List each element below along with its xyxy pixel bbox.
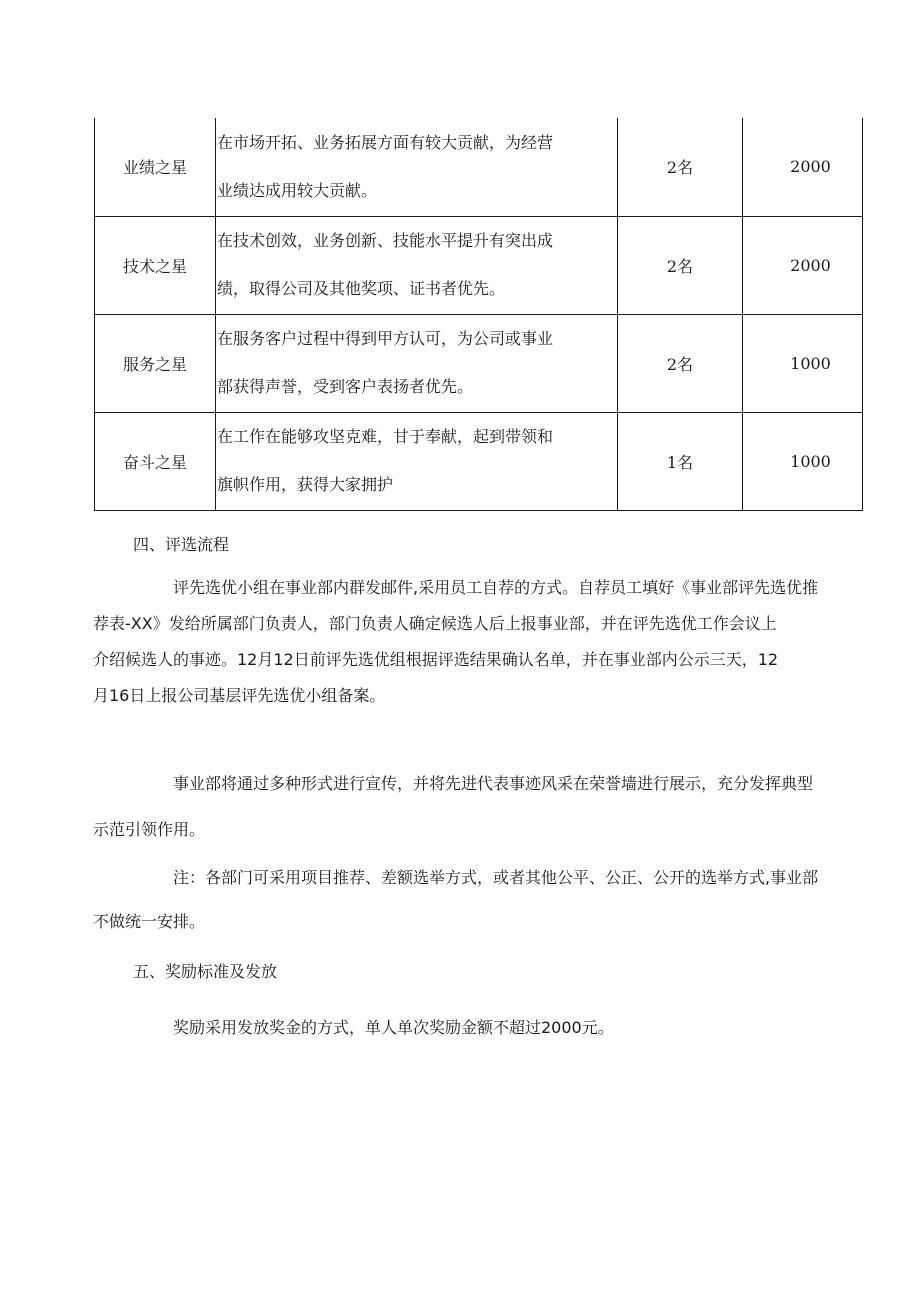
- award-amount: 2000: [743, 118, 863, 216]
- award-count: 2名: [618, 216, 743, 314]
- paragraph-line: 荐表-XX》发给所属部门负责人，部门负责人确定候选人后上报事业部，并在评先选优工作会议上: [93, 614, 777, 633]
- award-description-line: 在工作在能够攻坚克难，甘于奉献，起到带领和: [217, 427, 554, 446]
- table-row: [95, 314, 863, 412]
- award-description: [216, 118, 618, 216]
- award-description-line: 旗帜作用，获得大家拥护: [217, 475, 394, 494]
- paragraph-line: 事业部将通过多种形式进行宣传，并将先进代表事迹风采在荣誉墙进行展示，充分发挥典型: [173, 774, 814, 793]
- award-description-line: 绩，取得公司及其他奖项、证书者优先。: [217, 279, 506, 298]
- table-row: [95, 118, 863, 216]
- award-amount: 2000: [743, 216, 863, 314]
- award-description-line: 业绩达成用较大贡献。: [217, 180, 378, 200]
- award-amount: 1000: [743, 314, 863, 412]
- award-description-line: 部获得声誉，受到客户表扬者优先。: [217, 377, 474, 396]
- award-description: [216, 314, 618, 412]
- award-name: 服务之星: [95, 314, 216, 412]
- awards-table: [94, 118, 863, 511]
- paragraph-line: 不做统一安排。: [93, 912, 206, 931]
- paragraph-publicity: [93, 766, 873, 848]
- table-row: [95, 216, 863, 314]
- award-name: 奋斗之星: [95, 412, 216, 510]
- section-heading-selection-process: 四、评选流程: [133, 535, 230, 554]
- award-description: [216, 412, 618, 510]
- paragraph-line: 介绍候选人的事迹。12月12日前评先选优组根据评选结果确认名单，并在事业部内公示三天，12: [93, 650, 779, 669]
- award-name: 技术之星: [95, 216, 216, 314]
- paragraph-note: [93, 860, 873, 940]
- table-row: [95, 412, 863, 510]
- award-name: 业绩之星: [95, 118, 216, 216]
- paragraph-reward-standard: [133, 1010, 873, 1046]
- paragraph-line: 奖励采用发放奖金的方式，单人单次奖励金额不超过2000元。: [173, 1018, 614, 1037]
- award-count: 1名: [618, 412, 743, 510]
- award-description-line: 在服务客户过程中得到甲方认可，为公司或事业: [217, 329, 554, 348]
- paragraph-line: 注：各部门可采用项目推荐、差额选举方式，或者其他公平、公正、公开的选举方式,事业部: [173, 868, 819, 887]
- paragraph-line: 示范引领作用。: [93, 820, 206, 839]
- section-heading-reward-standard: 五、奖励标准及发放: [133, 962, 278, 981]
- award-count: 2名: [618, 118, 743, 216]
- award-count: 2名: [618, 314, 743, 412]
- award-description: [216, 216, 618, 314]
- award-amount: 1000: [743, 412, 863, 510]
- paragraph-selection-process: [93, 570, 873, 714]
- award-description-line: 在市场开拓、业务拓展方面有较大贡献，为经营: [217, 132, 554, 152]
- paragraph-line: 评先选优小组在事业部内群发邮件,采用员工自荐的方式。自荐员工填好《事业部评先选优推: [173, 578, 819, 597]
- paragraph-line: 月16日上报公司基层评先选优小组备案。: [93, 686, 386, 705]
- award-description-line: 在技术创效，业务创新、技能水平提升有突出成: [217, 231, 554, 250]
